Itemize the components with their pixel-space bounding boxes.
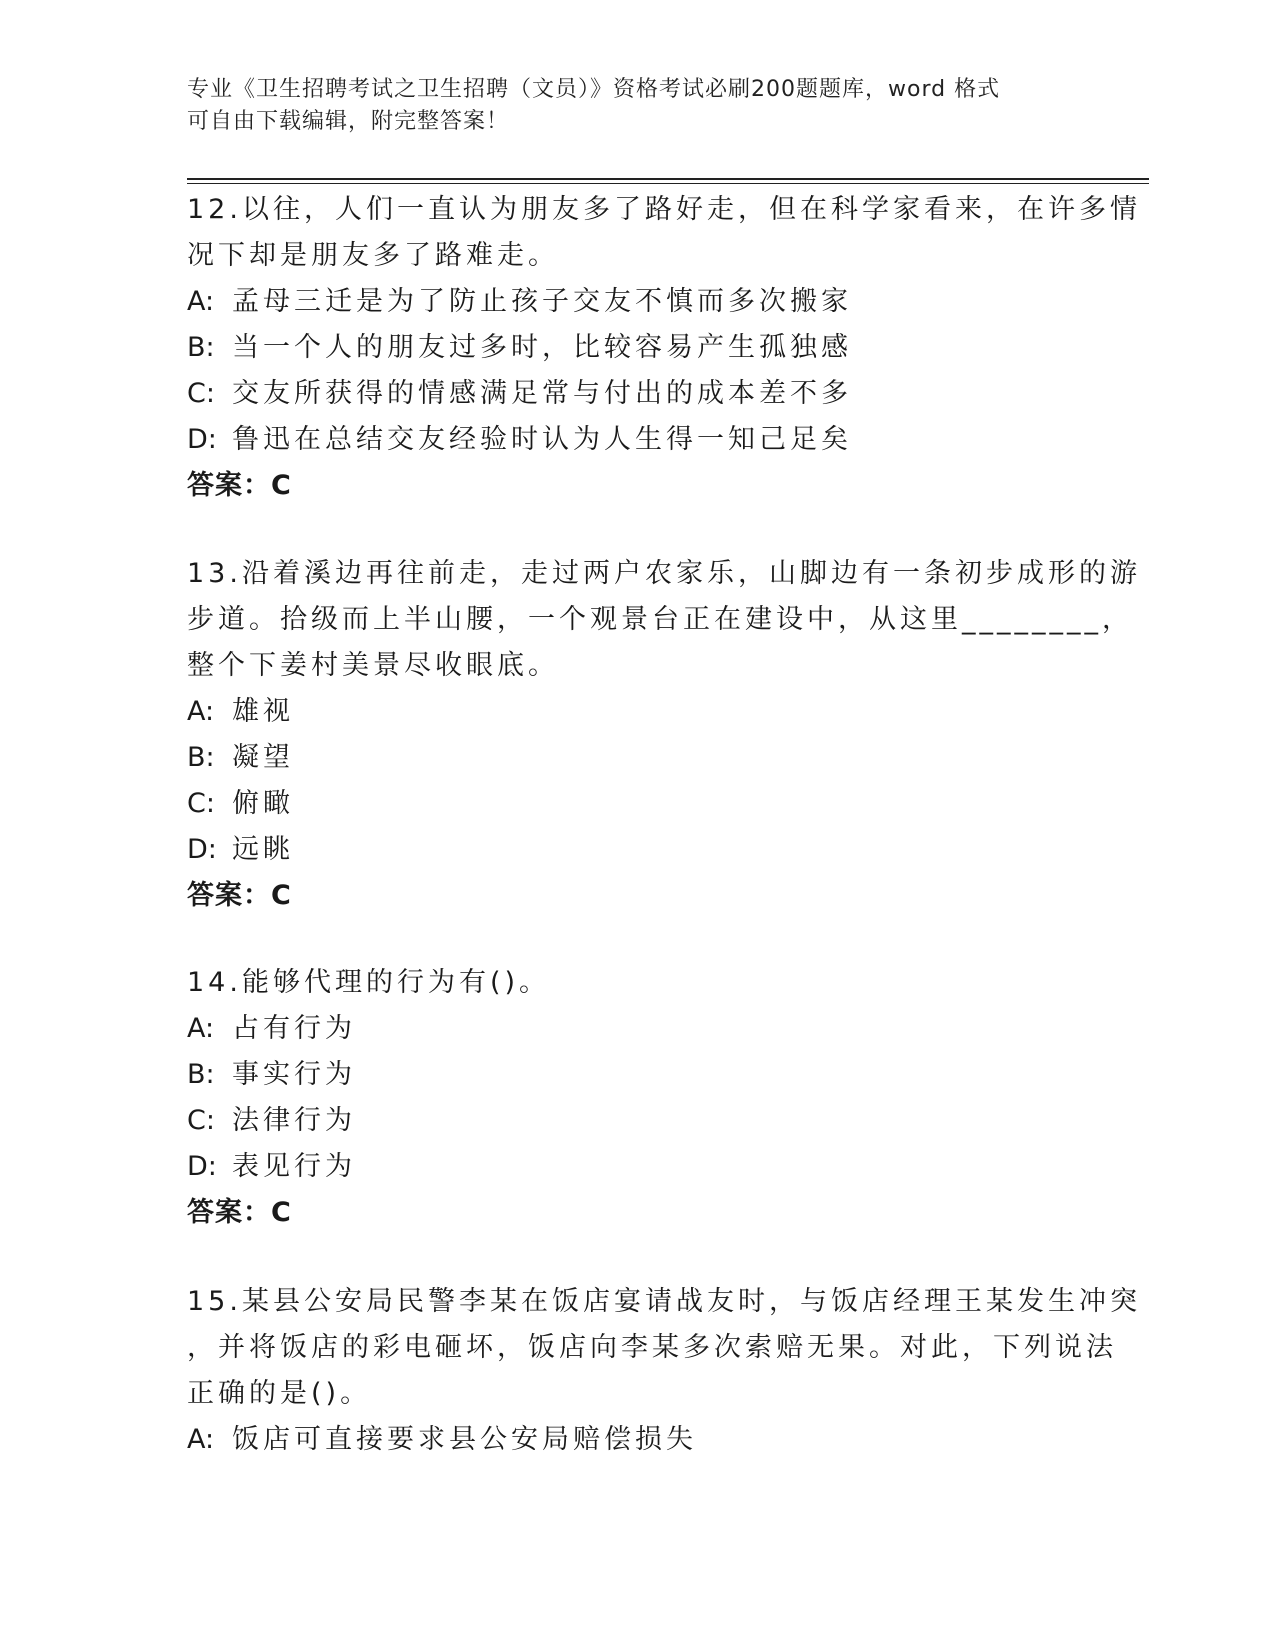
option-b	[187, 325, 1067, 371]
option-c	[187, 1098, 1067, 1144]
option-c	[187, 371, 1067, 417]
option-text: 雄视	[232, 696, 294, 727]
option-text: 凝望	[232, 742, 294, 773]
option-text: 俯瞰	[232, 788, 294, 819]
option-letter: C:	[187, 378, 215, 409]
option-text: 孟母三迁是为了防止孩子交友不慎而多次搬家	[232, 286, 852, 317]
header-divider-thick	[187, 178, 1149, 180]
option-letter: A:	[187, 286, 215, 317]
option-text: 表见行为	[232, 1151, 356, 1182]
option-letter: C:	[187, 1105, 215, 1136]
option-a	[187, 279, 1067, 325]
option-a	[187, 1417, 1067, 1463]
option-text: 占有行为	[232, 1013, 356, 1044]
option-text: 饭店可直接要求县公安局赔偿损失	[232, 1424, 697, 1455]
answer-line: 答案：C	[187, 1197, 292, 1228]
option-letter: D:	[187, 424, 217, 455]
option-b	[187, 1052, 1067, 1098]
option-text: 远眺	[232, 834, 294, 865]
header-line-2: 可自由下载编辑，附完整答案！	[187, 109, 510, 134]
option-a	[187, 1006, 1067, 1052]
option-letter: D:	[187, 834, 217, 865]
answer-line: 答案：C	[187, 470, 292, 501]
header-line-1: 专业《卫生招聘考试之卫生招聘（文员）》资格考试必刷200题题库，word 格式	[187, 77, 1001, 102]
option-text: 当一个人的朋友过多时，比较容易产生孤独感	[232, 332, 852, 363]
question-stem-line: 正确的是()。	[187, 1378, 372, 1409]
question-stem-line: 况下却是朋友多了路难走。	[187, 240, 559, 271]
option-letter: A:	[187, 1013, 215, 1044]
question-14	[187, 960, 1067, 1236]
option-d	[187, 417, 1067, 463]
question-stem-line: ，并将饭店的彩电砸坏，饭店向李某多次索赔无果。对此，下列说法	[187, 1332, 1117, 1363]
option-text: 法律行为	[232, 1105, 356, 1136]
answer-line: 答案：C	[187, 880, 292, 911]
option-text: 鲁迅在总结交友经验时认为人生得一知己足矣	[232, 424, 852, 455]
question-stem-line: 13.沿着溪边再往前走，走过两户农家乐，山脚边有一条初步成形的游	[187, 558, 1141, 589]
option-d	[187, 827, 1067, 873]
option-a	[187, 689, 1067, 735]
option-text: 交友所获得的情感满足常与付出的成本差不多	[232, 378, 852, 409]
question-stem-line: 15.某县公安局民警李某在饭店宴请战友时，与饭店经理王某发生冲突	[187, 1286, 1141, 1317]
question-stem-line: 14.能够代理的行为有()。	[187, 967, 551, 998]
option-letter: A:	[187, 1424, 215, 1455]
option-text: 事实行为	[232, 1059, 356, 1090]
question-15	[187, 1279, 1141, 1463]
question-stem-line: 12.以往，人们一直认为朋友多了路好走，但在科学家看来，在许多情	[187, 194, 1141, 225]
option-letter: A:	[187, 696, 215, 727]
question-13	[187, 551, 1141, 919]
document-header	[187, 74, 1087, 138]
option-c	[187, 781, 1067, 827]
question-12	[187, 187, 1141, 509]
header-divider-thin	[187, 183, 1149, 184]
option-b	[187, 735, 1067, 781]
option-letter: D:	[187, 1151, 217, 1182]
option-letter: B:	[187, 1059, 215, 1090]
option-letter: B:	[187, 742, 215, 773]
question-stem-line: 步道。拾级而上半山腰，一个观景台正在建设中，从这里________，	[187, 604, 1133, 635]
option-letter: C:	[187, 788, 215, 819]
option-letter: B:	[187, 332, 215, 363]
option-d	[187, 1144, 1067, 1190]
question-stem-line: 整个下姜村美景尽收眼底。	[187, 650, 559, 681]
